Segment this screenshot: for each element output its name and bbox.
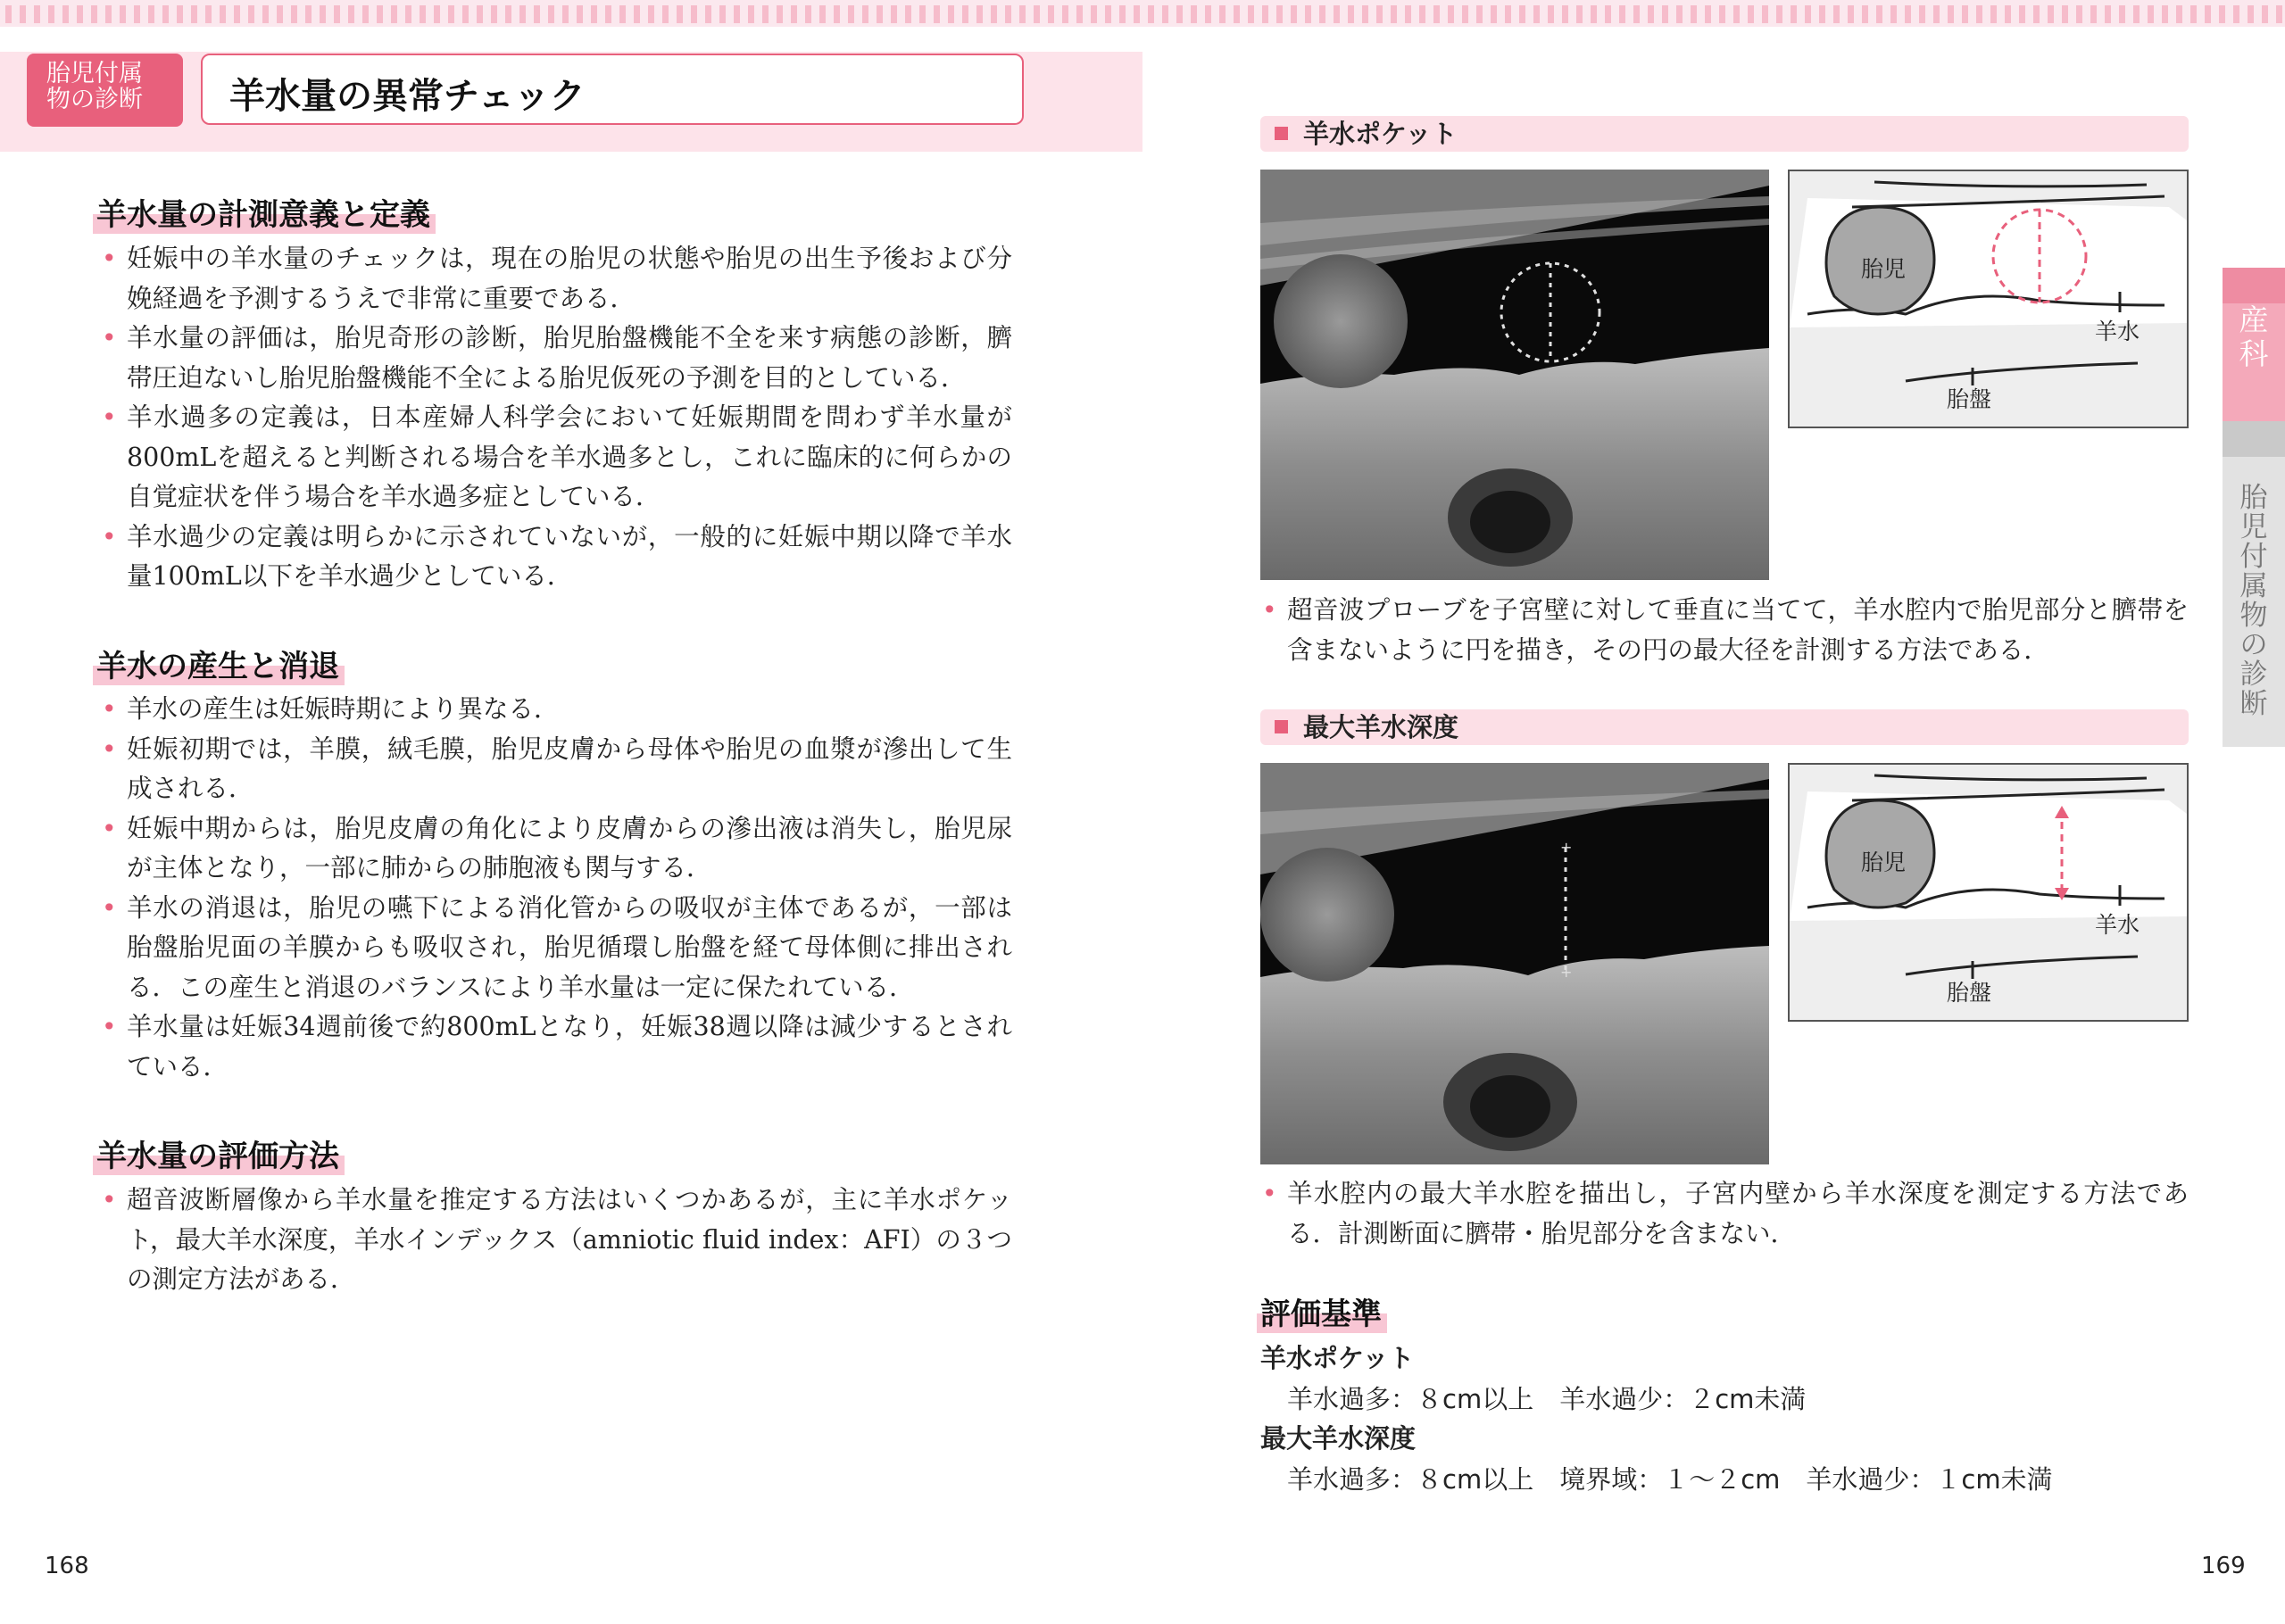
border-dot xyxy=(234,5,240,23)
tab-char: 診 xyxy=(2239,659,2268,691)
tab-cap xyxy=(2223,421,2285,457)
border-dot xyxy=(1805,5,1811,23)
list-item: • 羊水腔内の最大羊水腔を描出し，子宮内壁から羊水深度を測定する方法である．計測断面に臍帯・胎児部分を含まない． xyxy=(1260,1174,2189,1254)
tab-cap xyxy=(2223,268,2285,303)
border-dot xyxy=(591,5,597,23)
list-item: • 羊水の産生は妊娠時期により異なる． xyxy=(100,690,1012,730)
border-dot xyxy=(1619,5,1625,23)
border-dot xyxy=(1105,5,1111,23)
border-dot xyxy=(605,5,611,23)
border-dot xyxy=(877,5,883,23)
depth-bullet-list xyxy=(1260,1174,2189,1254)
border-dot xyxy=(548,5,554,23)
border-dot xyxy=(2033,5,2040,23)
border-dot xyxy=(1491,5,1497,23)
border-dot xyxy=(20,5,26,23)
border-dot xyxy=(1176,5,1183,23)
border-dot xyxy=(991,5,997,23)
border-dot xyxy=(2133,5,2140,23)
border-dot xyxy=(2233,5,2239,23)
square-bullet-icon xyxy=(1275,127,1288,140)
border-dot xyxy=(948,5,954,23)
border-dot xyxy=(277,5,283,23)
tab-char: 児 xyxy=(2239,511,2268,543)
border-dot xyxy=(1476,5,1483,23)
border-dot xyxy=(1990,5,1997,23)
border-dot xyxy=(1762,5,1768,23)
label-bar-depth xyxy=(1260,709,2189,745)
border-dot xyxy=(1248,5,1254,23)
border-dot xyxy=(91,5,97,23)
tab-char: 物 xyxy=(2239,600,2268,632)
ultrasound-image-pocket xyxy=(1260,170,1769,580)
border-dot xyxy=(134,5,140,23)
diagram-pocket xyxy=(1788,170,2189,428)
border-dot xyxy=(1505,5,1511,23)
border-dot xyxy=(905,5,911,23)
border-dot xyxy=(1862,5,1868,23)
definition-bullet-list xyxy=(100,239,1012,597)
border-dot xyxy=(1291,5,1297,23)
border-dot xyxy=(2248,5,2254,23)
border-dot xyxy=(320,5,326,23)
border-dot xyxy=(1034,5,1040,23)
border-dot xyxy=(791,5,797,23)
border-dot xyxy=(2276,5,2282,23)
border-dot xyxy=(420,5,426,23)
border-dot xyxy=(819,5,826,23)
border-dot xyxy=(1348,5,1354,23)
border-dot xyxy=(1219,5,1226,23)
border-dot xyxy=(220,5,226,23)
evaluation-bullet-list xyxy=(100,1181,1012,1300)
label-pocket: 羊水ポケット xyxy=(1303,119,1458,149)
border-dot xyxy=(1691,5,1697,23)
border-dot xyxy=(1748,5,1754,23)
border-dot xyxy=(34,5,40,23)
border-dot xyxy=(2119,5,2125,23)
border-dot xyxy=(1876,5,1882,23)
border-dot xyxy=(48,5,54,23)
border-dot xyxy=(662,5,669,23)
svg-text:+: + xyxy=(1560,964,1573,981)
border-dot xyxy=(1405,5,1411,23)
border-dot xyxy=(1391,5,1397,23)
border-dot xyxy=(1948,5,1954,23)
border-dot xyxy=(2219,5,2225,23)
list-item: • 羊水の消退は，胎児の嚥下による消化管からの吸収が主体であるが，一部は胎盤胎児面の羊膜からも吸収され，胎児循環し胎盤を経て母体側に排出される．この産生と消退のバランスにより羊水量は一定に保たれている． xyxy=(100,889,1012,1008)
production-bullet-list xyxy=(100,690,1012,1087)
border-dot xyxy=(291,5,297,23)
border-dot xyxy=(1962,5,1968,23)
border-dot xyxy=(1062,5,1068,23)
border-dot xyxy=(805,5,811,23)
border-dot xyxy=(148,5,154,23)
list-item: • 羊水量は妊娠34週前後で約800mLとなり，妊娠38週以降は減少するとされている． xyxy=(100,1007,1012,1087)
border-dot xyxy=(448,5,454,23)
border-dot xyxy=(1719,5,1725,23)
border-dot xyxy=(1433,5,1440,23)
border-dot xyxy=(1191,5,1197,23)
border-dot xyxy=(391,5,397,23)
svg-text:+: + xyxy=(1560,839,1573,856)
list-item: • 超音波断層像から羊水量を推定する方法はいくつかあるが，主に羊水ポケット，最大羊水深度，羊水インデックス（amniotic fluid index：AFI）の３つの測定方法がある． xyxy=(100,1181,1012,1300)
border-dot xyxy=(1833,5,1840,23)
border-dot xyxy=(262,5,269,23)
page-number-left: 168 xyxy=(45,1553,89,1579)
border-dot xyxy=(205,5,212,23)
label-bar-pocket xyxy=(1260,116,2189,152)
border-dot xyxy=(1362,5,1368,23)
border-dot xyxy=(1890,5,1897,23)
border-dot xyxy=(634,5,640,23)
border-dot xyxy=(1419,5,1425,23)
border-dot xyxy=(691,5,697,23)
border-dot xyxy=(2262,5,2268,23)
diagram-label-fetus: 胎児 xyxy=(1861,256,1907,282)
border-dot xyxy=(534,5,540,23)
border-dot xyxy=(2048,5,2054,23)
side-tab-obstetrics[interactable] xyxy=(2223,268,2285,421)
border-dot xyxy=(734,5,740,23)
border-dot xyxy=(1305,5,1311,23)
border-dot xyxy=(1119,5,1126,23)
border-dot xyxy=(834,5,840,23)
border-dot xyxy=(719,5,726,23)
criteria-depth-title: 最大羊水深度 xyxy=(1260,1423,1417,1454)
border-dot xyxy=(705,5,711,23)
border-dot xyxy=(677,5,683,23)
border-dot xyxy=(1276,5,1283,23)
border-dot xyxy=(120,5,126,23)
border-dot xyxy=(1262,5,1268,23)
border-dot xyxy=(1648,5,1654,23)
list-item: • 羊水過多の定義は，日本産婦人科学会において妊娠期間を問わず羊水量が800mLを超えると判断される場合を羊水過多とし，これに臨床的に何らかの自覚症状を伴う場合を羊水過多症としている． xyxy=(100,398,1012,518)
border-dot xyxy=(1633,5,1640,23)
border-dot xyxy=(362,5,369,23)
border-dot xyxy=(1005,5,1011,23)
border-dot xyxy=(1733,5,1740,23)
border-dot xyxy=(919,5,926,23)
border-dot xyxy=(1591,5,1597,23)
label-depth: 最大羊水深度 xyxy=(1303,712,1459,742)
diagram-depth xyxy=(1788,763,2189,1022)
border-dot xyxy=(1933,5,1940,23)
border-dot xyxy=(2105,5,2111,23)
border-dot xyxy=(405,5,411,23)
border-dot xyxy=(976,5,983,23)
tab-char: 科 xyxy=(2239,336,2269,371)
chapter-badge-line2: 物の診断 xyxy=(46,86,143,113)
border-dot xyxy=(1919,5,1925,23)
border-dot xyxy=(1533,5,1540,23)
border-dot xyxy=(1376,5,1383,23)
border-dot xyxy=(305,5,312,23)
border-dot xyxy=(1705,5,1711,23)
side-tab-fetal-appendages[interactable] xyxy=(2223,421,2285,747)
border-dot xyxy=(962,5,968,23)
border-dot xyxy=(2205,5,2211,23)
border-dot xyxy=(248,5,254,23)
tab-char: 属 xyxy=(2239,570,2268,602)
border-dot xyxy=(377,5,383,23)
border-dot xyxy=(1462,5,1468,23)
border-dot xyxy=(105,5,112,23)
border-dot xyxy=(1234,5,1240,23)
border-dot xyxy=(1019,5,1026,23)
border-dot xyxy=(434,5,440,23)
border-dot xyxy=(1519,5,1525,23)
list-item: • 超音波プローブを子宮壁に対して垂直に当てて，羊水腔内で胎児部分と臍帯を含まないように円を描き，その円の最大径を計測する方法である． xyxy=(1260,591,2189,670)
border-dot xyxy=(748,5,754,23)
tab-char: 産 xyxy=(2239,302,2269,337)
list-item: • 妊娠中期からは，胎児皮膚の角化により皮膚からの滲出液は消失し，胎児尿が主体となり，一部に肺からの肺胞液も関与する． xyxy=(100,809,1012,889)
border-dot xyxy=(1548,5,1554,23)
chapter-badge xyxy=(27,54,183,127)
border-dot xyxy=(1848,5,1854,23)
border-dot xyxy=(1676,5,1683,23)
side-tab-obstetrics-label xyxy=(2223,303,2285,371)
border-dot xyxy=(1976,5,1982,23)
border-dot xyxy=(519,5,526,23)
border-dot xyxy=(2162,5,2168,23)
section-heading-criteria: 評価基準 xyxy=(1257,1289,1387,1333)
border-dot xyxy=(562,5,569,23)
border-dot xyxy=(1319,5,1325,23)
criteria-pocket-values: 羊水過多：８cm以上 羊水過少：２cm未満 xyxy=(1287,1384,1807,1414)
border-dot xyxy=(1576,5,1583,23)
pocket-bullet-list xyxy=(1260,591,2189,670)
diagram-label-fluid: 羊水 xyxy=(2095,912,2140,938)
page-number-right: 169 xyxy=(2201,1553,2246,1579)
square-bullet-icon xyxy=(1275,720,1288,733)
border-dot xyxy=(477,5,483,23)
border-dot xyxy=(5,5,12,23)
border-dot xyxy=(462,5,469,23)
border-dot xyxy=(891,5,897,23)
border-dot xyxy=(1048,5,1054,23)
tab-char: の xyxy=(2239,629,2268,661)
border-dot xyxy=(77,5,83,23)
border-dot xyxy=(619,5,626,23)
border-dot xyxy=(1605,5,1611,23)
section-heading-evaluation: 羊水量の評価方法 xyxy=(93,1131,345,1175)
top-dotted-border xyxy=(0,0,2285,52)
border-dot xyxy=(334,5,340,23)
border-dot xyxy=(2019,5,2025,23)
criteria-depth-values: 羊水過多：８cm以上 境界域：１～２cm 羊水過少：１cm未満 xyxy=(1287,1464,2053,1495)
border-dot xyxy=(1905,5,1911,23)
list-item: • 妊娠中の羊水量のチェックは，現在の胎児の状態や胎児の出生予後および分娩経過を予測するうえで非常に重要である． xyxy=(100,239,1012,319)
tab-char: 断 xyxy=(2239,688,2268,720)
border-dot xyxy=(2148,5,2154,23)
diagram-label-placenta: 胎盤 xyxy=(1947,386,1992,412)
border-dot xyxy=(1134,5,1140,23)
border-dot xyxy=(1334,5,1340,23)
border-dot xyxy=(1791,5,1797,23)
side-tab-fetal-label xyxy=(2223,484,2285,719)
border-dot xyxy=(1819,5,1825,23)
page-title: 羊水量の異常チェック xyxy=(229,76,586,117)
diagram-label-fluid: 羊水 xyxy=(2095,319,2140,344)
border-dot xyxy=(648,5,654,23)
border-dot xyxy=(1776,5,1782,23)
border-dot xyxy=(505,5,511,23)
border-dot xyxy=(848,5,854,23)
ultrasound-image-depth xyxy=(1260,763,1769,1164)
section-heading-definition: 羊水量の計測意義と定義 xyxy=(93,190,436,234)
border-dot xyxy=(2176,5,2182,23)
list-item: • 妊娠初期では，羊膜，絨毛膜，胎児皮膚から母体や胎児の血漿が滲出して生成される． xyxy=(100,730,1012,809)
border-dot xyxy=(62,5,69,23)
border-dot xyxy=(2005,5,2011,23)
chapter-badge-line1: 胎児付属 xyxy=(46,60,143,87)
title-box xyxy=(201,54,1024,125)
border-dot xyxy=(177,5,183,23)
border-dot xyxy=(762,5,769,23)
criteria-pocket-title: 羊水ポケット xyxy=(1260,1343,1415,1373)
border-dot xyxy=(2062,5,2068,23)
border-dot xyxy=(491,5,497,23)
border-dot xyxy=(1205,5,1211,23)
list-item: • 羊水過少の定義は明らかに示されていないが，一般的に妊娠中期以降で羊水量100mL以下を羊水過少としている． xyxy=(100,518,1012,597)
border-dot xyxy=(1076,5,1083,23)
diagram-label-fetus: 胎児 xyxy=(1861,849,1907,875)
border-dot xyxy=(777,5,783,23)
border-dot xyxy=(162,5,169,23)
tab-char: 胎 xyxy=(2239,482,2268,514)
border-dot xyxy=(862,5,868,23)
diagram-label-placenta: 胎盤 xyxy=(1947,980,1992,1006)
border-dot xyxy=(1091,5,1097,23)
border-dot xyxy=(1448,5,1454,23)
border-dot xyxy=(348,5,354,23)
border-dot xyxy=(1562,5,1568,23)
border-dot xyxy=(577,5,583,23)
border-dot xyxy=(2076,5,2082,23)
border-dot xyxy=(1162,5,1168,23)
border-dot xyxy=(2090,5,2097,23)
border-dot xyxy=(2190,5,2197,23)
list-item: • 羊水量の評価は，胎児奇形の診断，胎児胎盤機能不全を来す病態の診断，臍帯圧迫ないし胎児胎盤機能不全による胎児仮死の予測を目的としている． xyxy=(100,319,1012,398)
border-dot xyxy=(1662,5,1668,23)
border-dot xyxy=(934,5,940,23)
border-dot xyxy=(191,5,197,23)
section-heading-production: 羊水の産生と消退 xyxy=(93,642,345,685)
tab-char: 付 xyxy=(2239,541,2268,573)
border-dot xyxy=(1148,5,1154,23)
